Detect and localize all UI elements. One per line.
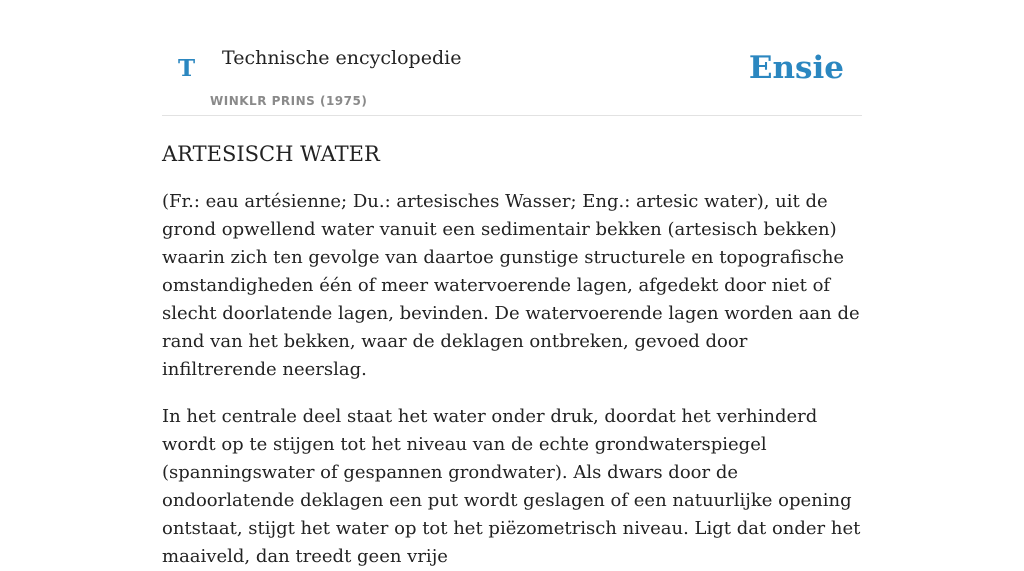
encyclopedia-t-icon[interactable]: T bbox=[178, 55, 196, 82]
article-paragraph-1: (Fr.: eau artésienne; Du.: artesisches Wasser; Eng.: artesic water), uit de grond opwellend water vanuit een sedimentair bekken (artesisch bekken) waarin zich ten gevolge van daartoe gunstige structurele en topografische omstandigheden één of meer watervoerende lagen, afgedekt door niet of slecht doorlatende lagen, bevinden. De watervoerende lagen worden aan de rand van het bekken, waar de deklagen ontbreken, gevoed door infiltrerende neerslag. bbox=[162, 191, 860, 380]
page bbox=[162, 0, 862, 571]
encyclopedia-title-link[interactable]: Technische encyclopedie bbox=[222, 47, 462, 69]
article-title: ARTESISCH WATER bbox=[162, 142, 380, 166]
article-paragraph-2: In het centrale deel staat het water onder druk, doordat het verhinderd wordt op te stijgen tot het niveau van de echte grondwaterspiegel (spanningswater of gespannen grondwater). Als dwars door de ondoorlatende deklagen een put wordt geslagen of een natuurlijke opening ontstaat, stijgt het water op tot het piëzometrisch niveau. Ligt dat onder het maaiveld, dan treedt geen vrije bbox=[162, 406, 861, 567]
source-label: WINKLR PRINS (1975) bbox=[210, 94, 368, 108]
ensie-logo[interactable]: Ensie bbox=[748, 50, 844, 86]
header bbox=[162, 0, 862, 116]
